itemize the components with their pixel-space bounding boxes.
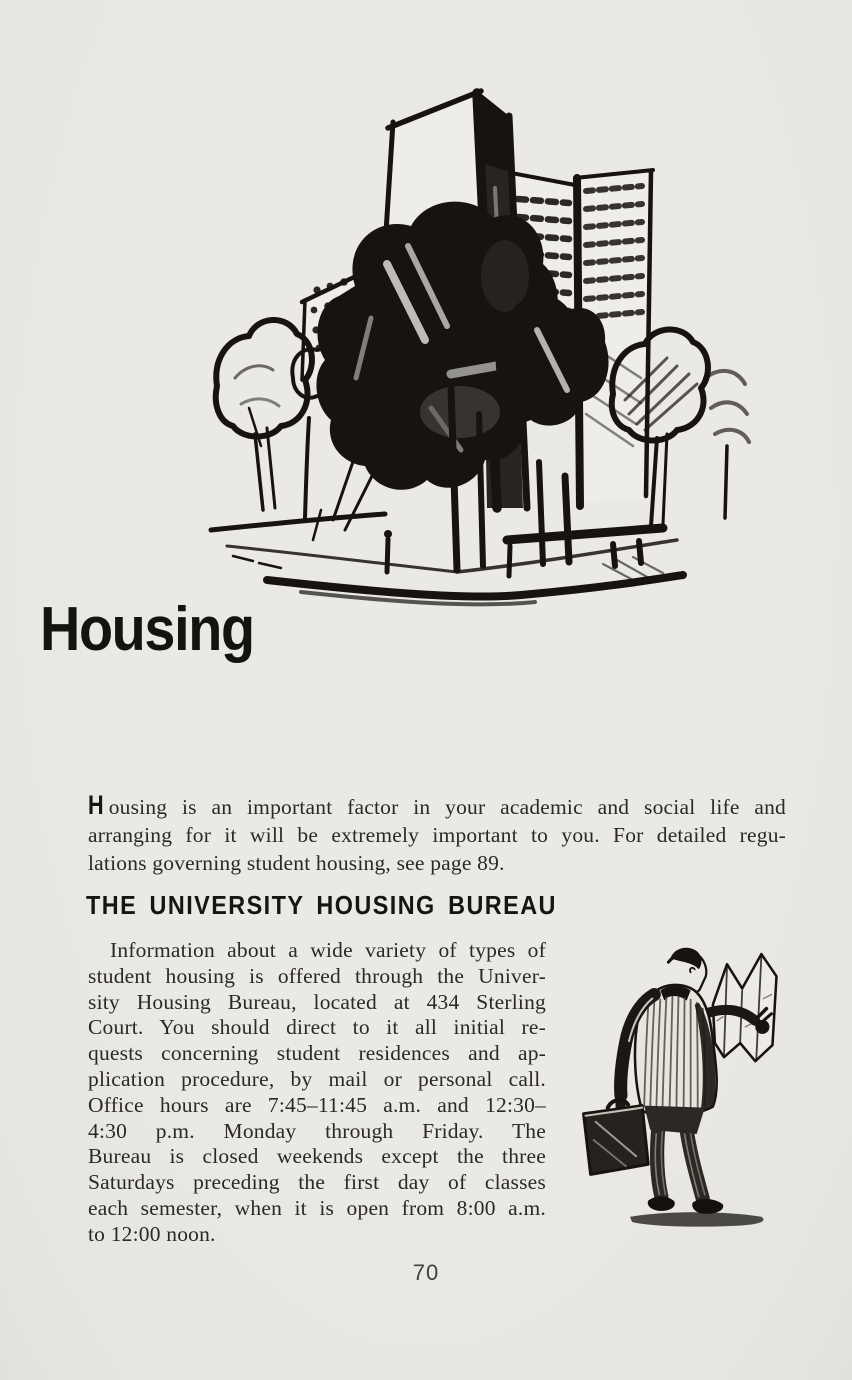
bureau-line: to 12:00 noon. bbox=[88, 1221, 216, 1246]
intro-line bbox=[88, 792, 786, 821]
bureau-line: plication procedure, by mail or personal call. bbox=[88, 1066, 546, 1091]
intro-line: arranging for it will be extremely important to you. For detailed regu- bbox=[88, 823, 786, 847]
bureau-line: Information about a wide variety of types of bbox=[110, 938, 546, 962]
bureau-line: each semester, when it is open from 8:00 a.m. bbox=[88, 1195, 546, 1220]
bureau-line: quests concerning student residences and ap- bbox=[88, 1041, 546, 1066]
man-reading-map-illustration bbox=[563, 942, 791, 1237]
bureau-line: student housing is offered through the Univer- bbox=[88, 963, 546, 988]
page-title: Housing bbox=[40, 595, 254, 664]
bureau-line: sity Housing Bureau, located at 434 Sterling bbox=[88, 989, 546, 1014]
intro-line-text: ousing is an important factor in your academic and social life and bbox=[108, 795, 786, 819]
city-buildings-illustration bbox=[205, 78, 797, 622]
bureau-line: Court. You should direct to it all initial re- bbox=[88, 1015, 546, 1040]
bureau-line: Office hours are 7:45–11:45 a.m. and 12:30– bbox=[88, 1092, 546, 1117]
section-heading: THE UNIVERSITY HOUSING BUREAU bbox=[86, 890, 557, 920]
intro-lead-initial: H bbox=[88, 790, 104, 820]
intro-paragraph bbox=[88, 792, 786, 877]
bureau-line: Bureau is closed weekends except the three bbox=[88, 1144, 546, 1169]
bureau-line: 4:30 p.m. Monday through Friday. The bbox=[88, 1118, 546, 1143]
intro-line: lations governing student housing, see page 89. bbox=[88, 851, 505, 875]
bureau-line: Saturdays preceding the first day of classes bbox=[88, 1170, 546, 1195]
bureau-paragraph bbox=[88, 938, 546, 1248]
page-number: 70 bbox=[412, 1260, 440, 1285]
